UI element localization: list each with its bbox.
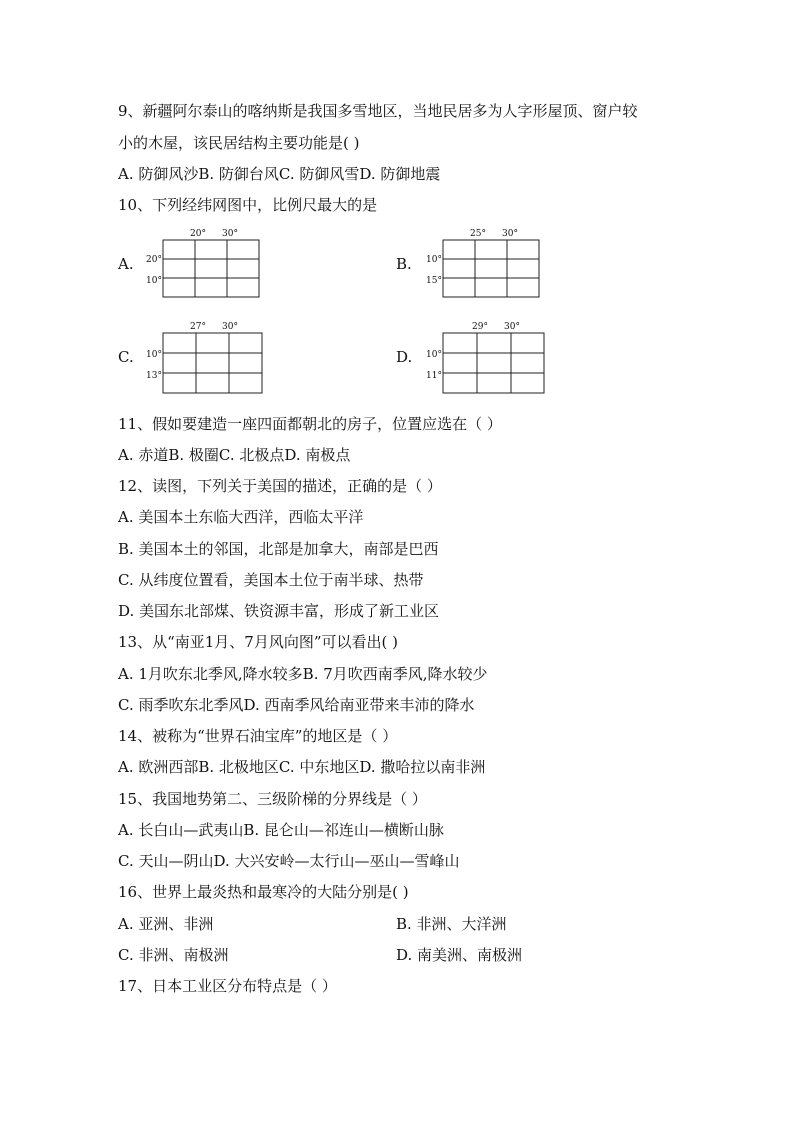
q10-grid-a-label: A. [118,255,134,273]
q9-stem-line1: 9、新疆阿尔泰山的喀纳斯是我国多雪地区，当地民居多为人字形屋顶、窗户较 [118,102,638,120]
grid-c-lat-1: 10° [146,350,162,360]
q16-option-b: B. 非洲、大洋洲 [396,915,507,933]
grid-c-lat-2: 13° [146,371,162,381]
q12-option-b: B. 美国本土的邻国，北部是加拿大，南部是巴西 [118,540,439,558]
q13-options-line2: C. 雨季吹东北季风D. 西南季风给南亚带来丰沛的降水 [118,696,475,714]
q9-options: A. 防御风沙B. 防御台风C. 防御风雪D. 防御地震 [118,165,441,183]
grid-b-lat-1: 10° [426,255,442,265]
grid-a-lat-2: 10° [146,276,162,286]
q11-options: A. 赤道B. 极圈C. 北极点D. 南极点 [118,446,351,464]
q14-stem: 14、被称为“世界石油宝库”的地区是（ ） [118,727,398,745]
q16-option-a: A. 亚洲、非洲 [118,915,214,933]
q15-options-line1: A. 长白山—武夷山B. 昆仑山—祁连山—横断山脉 [118,821,444,839]
grid-b-lon-1: 25° [470,229,486,239]
q10-grid-d [420,315,550,397]
q10-grid-c [140,315,270,397]
q10-grid-b [420,222,550,302]
grid-a-lon-2: 30° [222,229,238,239]
q14-options: A. 欧洲西部B. 北极地区C. 中东地区D. 撒哈拉以南非洲 [118,758,486,776]
q12-stem: 12、读图，下列关于美国的描述，正确的是（ ） [118,477,442,495]
q13-options-line1: A. 1月吹东北季风,降水较多B. 7月吹西南季风,降水较少 [118,665,488,683]
q16-option-d: D. 南美洲、南极洲 [396,946,523,964]
grid-d-lat-1: 10° [426,350,442,360]
q13-stem: 13、从“南亚1月、7月风向图”可以看出( ) [118,633,398,651]
grid-c-lon-1: 27° [190,322,206,332]
grid-d-lon-2: 30° [504,322,520,332]
q15-stem: 15、我国地势第二、三级阶梯的分界线是（ ） [118,790,427,808]
grid-a-lat-1: 20° [146,255,162,265]
q16-option-c: C. 非洲、南极洲 [118,946,229,964]
q12-option-c: C. 从纬度位置看，美国本土位于南半球、热带 [118,571,424,589]
grid-c-frame [163,333,262,393]
q9-stem-line2: 小的木屋，该民居结构主要功能是( ) [118,134,360,152]
q15-options-line2: C. 天山—阴山D. 大兴安岭—太行山—巫山—雪峰山 [118,852,460,870]
q10-grid-a [140,222,270,302]
grid-b-frame [443,240,539,297]
q17-stem: 17、日本工业区分布特点是（ ） [118,977,337,995]
q16-stem: 16、世界上最炎热和最寒冷的大陆分别是( ) [118,883,409,901]
q10-stem: 10、下列经纬网图中，比例尺最大的是 [118,196,378,214]
grid-d-frame [443,333,544,393]
grid-d-lon-1: 29° [472,322,488,332]
q10-grid-d-label: D. [396,348,413,366]
q10-grid-c-label: C. [118,348,134,366]
grid-a-frame [163,240,259,297]
grid-c-lon-2: 30° [222,322,238,332]
grid-b-lon-2: 30° [502,229,518,239]
grid-d-lat-2: 11° [426,371,442,381]
q12-option-a: A. 美国本土东临大西洋，西临太平洋 [118,508,364,526]
grid-b-lat-2: 15° [426,276,442,286]
q11-stem: 11、假如要建造一座四面都朝北的房子，位置应选在（ ） [118,415,502,433]
grid-a-lon-1: 20° [190,229,206,239]
q12-option-d: D. 美国东北部煤、铁资源丰富，形成了新工业区 [118,602,440,620]
q10-grid-b-label: B. [396,255,412,273]
